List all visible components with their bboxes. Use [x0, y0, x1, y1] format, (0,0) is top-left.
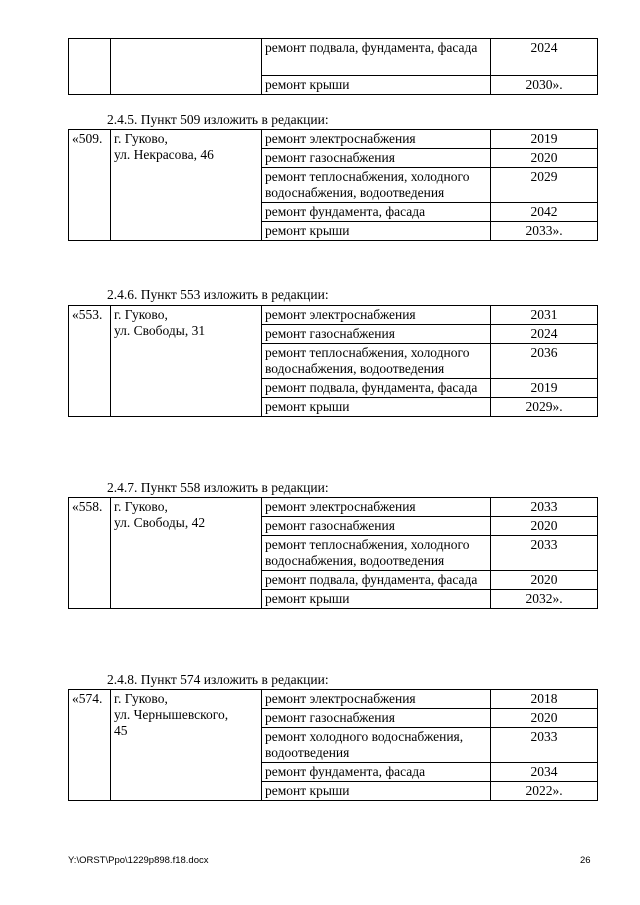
section-heading: 2.4.5. Пункт 509 изложить в редакции:: [107, 112, 329, 127]
section-table: [68, 129, 598, 241]
year-cell: 2018: [491, 690, 598, 709]
work-cell: ремонт подвала, фундамента, фасада: [262, 39, 491, 76]
year-cell: 2020: [491, 709, 598, 728]
section-table: [68, 689, 598, 801]
work-cell: ремонт крыши: [262, 590, 491, 609]
year-cell: 2019: [491, 130, 598, 149]
section-table-block: [68, 497, 597, 609]
footer-file-path: Y:\ORST\Ppo\1229p898.f18.docx: [68, 855, 209, 866]
work-cell: ремонт подвала, фундамента, фасада: [262, 571, 491, 590]
year-cell: 2033: [491, 536, 598, 571]
address-cell: г. Гуково, ул. Некрасова, 46: [111, 130, 262, 241]
year-cell: 2033: [491, 498, 598, 517]
year-cell: 2036: [491, 344, 598, 379]
work-cell: ремонт газоснабжения: [262, 517, 491, 536]
work-cell: ремонт газоснабжения: [262, 709, 491, 728]
work-cell: ремонт крыши: [262, 76, 491, 95]
year-cell: 2033».: [491, 222, 598, 241]
work-cell: ремонт холодного водоснабжения, водоотведения: [262, 728, 491, 763]
top-table-block: [68, 38, 597, 95]
year-cell: 2029».: [491, 398, 598, 417]
work-cell: ремонт теплоснабжения, холодного водоснабжения, водоотведения: [262, 344, 491, 379]
work-cell: ремонт газоснабжения: [262, 325, 491, 344]
num-cell: «574.: [69, 690, 111, 801]
year-cell: 2024: [491, 39, 598, 76]
section-table-block: [68, 305, 597, 417]
address-cell: г. Гуково, ул. Свободы, 31: [111, 306, 262, 417]
table-row: [69, 39, 598, 76]
work-cell: ремонт электроснабжения: [262, 306, 491, 325]
work-cell: ремонт фундамента, фасада: [262, 763, 491, 782]
year-cell: 2032».: [491, 590, 598, 609]
work-cell: ремонт подвала, фундамента, фасада: [262, 379, 491, 398]
section-heading: 2.4.6. Пункт 553 изложить в редакции:: [107, 287, 329, 302]
work-cell: ремонт электроснабжения: [262, 690, 491, 709]
address-cell: г. Гуково, ул. Свободы, 42: [111, 498, 262, 609]
num-cell: «509.: [69, 130, 111, 241]
work-cell: ремонт электроснабжения: [262, 498, 491, 517]
section-table-block: [68, 129, 597, 241]
year-cell: 2031: [491, 306, 598, 325]
year-cell: 2020: [491, 517, 598, 536]
table-row: [69, 690, 598, 709]
address-cell: [111, 39, 262, 95]
section-heading: 2.4.7. Пункт 558 изложить в редакции:: [107, 480, 329, 495]
top-table: [68, 38, 598, 95]
year-cell: 2024: [491, 325, 598, 344]
section-heading: 2.4.8. Пункт 574 изложить в редакции:: [107, 672, 329, 687]
work-cell: ремонт крыши: [262, 398, 491, 417]
footer-page-number: 26: [580, 855, 591, 866]
address-cell: г. Гуково, ул. Чернышевского, 45: [111, 690, 262, 801]
section-table: [68, 305, 598, 417]
work-cell: ремонт теплоснабжения, холодного водоснабжения, водоотведения: [262, 168, 491, 203]
year-cell: 2020: [491, 571, 598, 590]
year-cell: 2030».: [491, 76, 598, 95]
year-cell: 2029: [491, 168, 598, 203]
num-cell: «558.: [69, 498, 111, 609]
section-table: [68, 497, 598, 609]
work-cell: ремонт крыши: [262, 222, 491, 241]
table-row: [69, 498, 598, 517]
year-cell: 2022».: [491, 782, 598, 801]
work-cell: ремонт электроснабжения: [262, 130, 491, 149]
year-cell: 2020: [491, 149, 598, 168]
year-cell: 2042: [491, 203, 598, 222]
section-table-block: [68, 689, 597, 801]
year-cell: 2033: [491, 728, 598, 763]
num-cell: «553.: [69, 306, 111, 417]
year-cell: 2034: [491, 763, 598, 782]
work-cell: ремонт газоснабжения: [262, 149, 491, 168]
work-cell: ремонт фундамента, фасада: [262, 203, 491, 222]
year-cell: 2019: [491, 379, 598, 398]
table-row: [69, 306, 598, 325]
num-cell: [69, 39, 111, 95]
work-cell: ремонт теплоснабжения, холодного водоснабжения, водоотведения: [262, 536, 491, 571]
table-row: [69, 130, 598, 149]
work-cell: ремонт крыши: [262, 782, 491, 801]
